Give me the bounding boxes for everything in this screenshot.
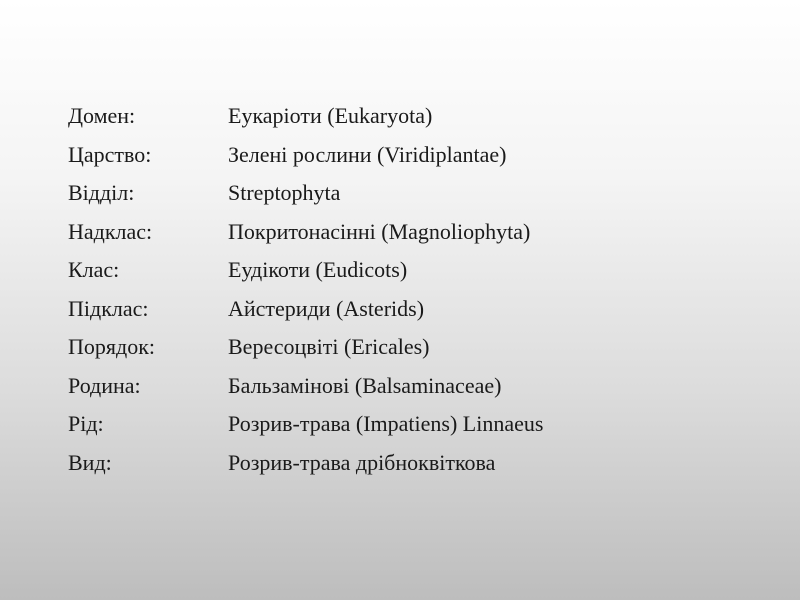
- rank-value: Вересоцвіті (Ericales): [228, 334, 430, 360]
- rank-value: Покритонасінні (Magnoliophyta): [228, 218, 531, 244]
- rank-value: Streptophyta: [228, 180, 341, 206]
- taxonomy-row-class: [68, 251, 543, 290]
- rank-value: Еудікоти (Eudicots): [228, 257, 408, 283]
- rank-label: Надклас:: [68, 218, 153, 244]
- taxonomy-row-division: [68, 174, 543, 213]
- rank-value: Еукаріоти (Eukaryota): [228, 103, 433, 129]
- taxonomy-row-species: [68, 444, 543, 483]
- rank-label: Порядок:: [68, 334, 156, 360]
- rank-value: Айстериди (Asterids): [228, 295, 425, 321]
- rank-value: Зелені рослини (Viridiplantae): [228, 141, 507, 167]
- rank-label: Царство:: [68, 141, 152, 167]
- taxonomy-row-kingdom: [68, 136, 543, 175]
- taxonomy-row-subclass: [68, 290, 543, 329]
- rank-label: Клас:: [68, 257, 120, 283]
- rank-label: Рід:: [68, 411, 104, 437]
- rank-label: Підклас:: [68, 295, 149, 321]
- rank-label: Відділ:: [68, 180, 135, 206]
- rank-value: Розрив-трава дрібноквіткова: [228, 449, 496, 475]
- rank-value: Розрив-трава (Impatiens) Linnaeus: [228, 411, 544, 437]
- taxonomy-list: [68, 97, 543, 482]
- taxonomy-row-family: [68, 367, 543, 406]
- rank-value: Бальзамінові (Balsaminaceae): [228, 372, 502, 398]
- rank-label: Домен:: [68, 103, 136, 129]
- rank-label: Вид:: [68, 449, 112, 475]
- taxonomy-row-domain: [68, 97, 543, 136]
- taxonomy-row-order: [68, 328, 543, 367]
- taxonomy-row-genus: [68, 405, 543, 444]
- taxonomy-row-superclass: [68, 213, 543, 252]
- rank-label: Родина:: [68, 372, 141, 398]
